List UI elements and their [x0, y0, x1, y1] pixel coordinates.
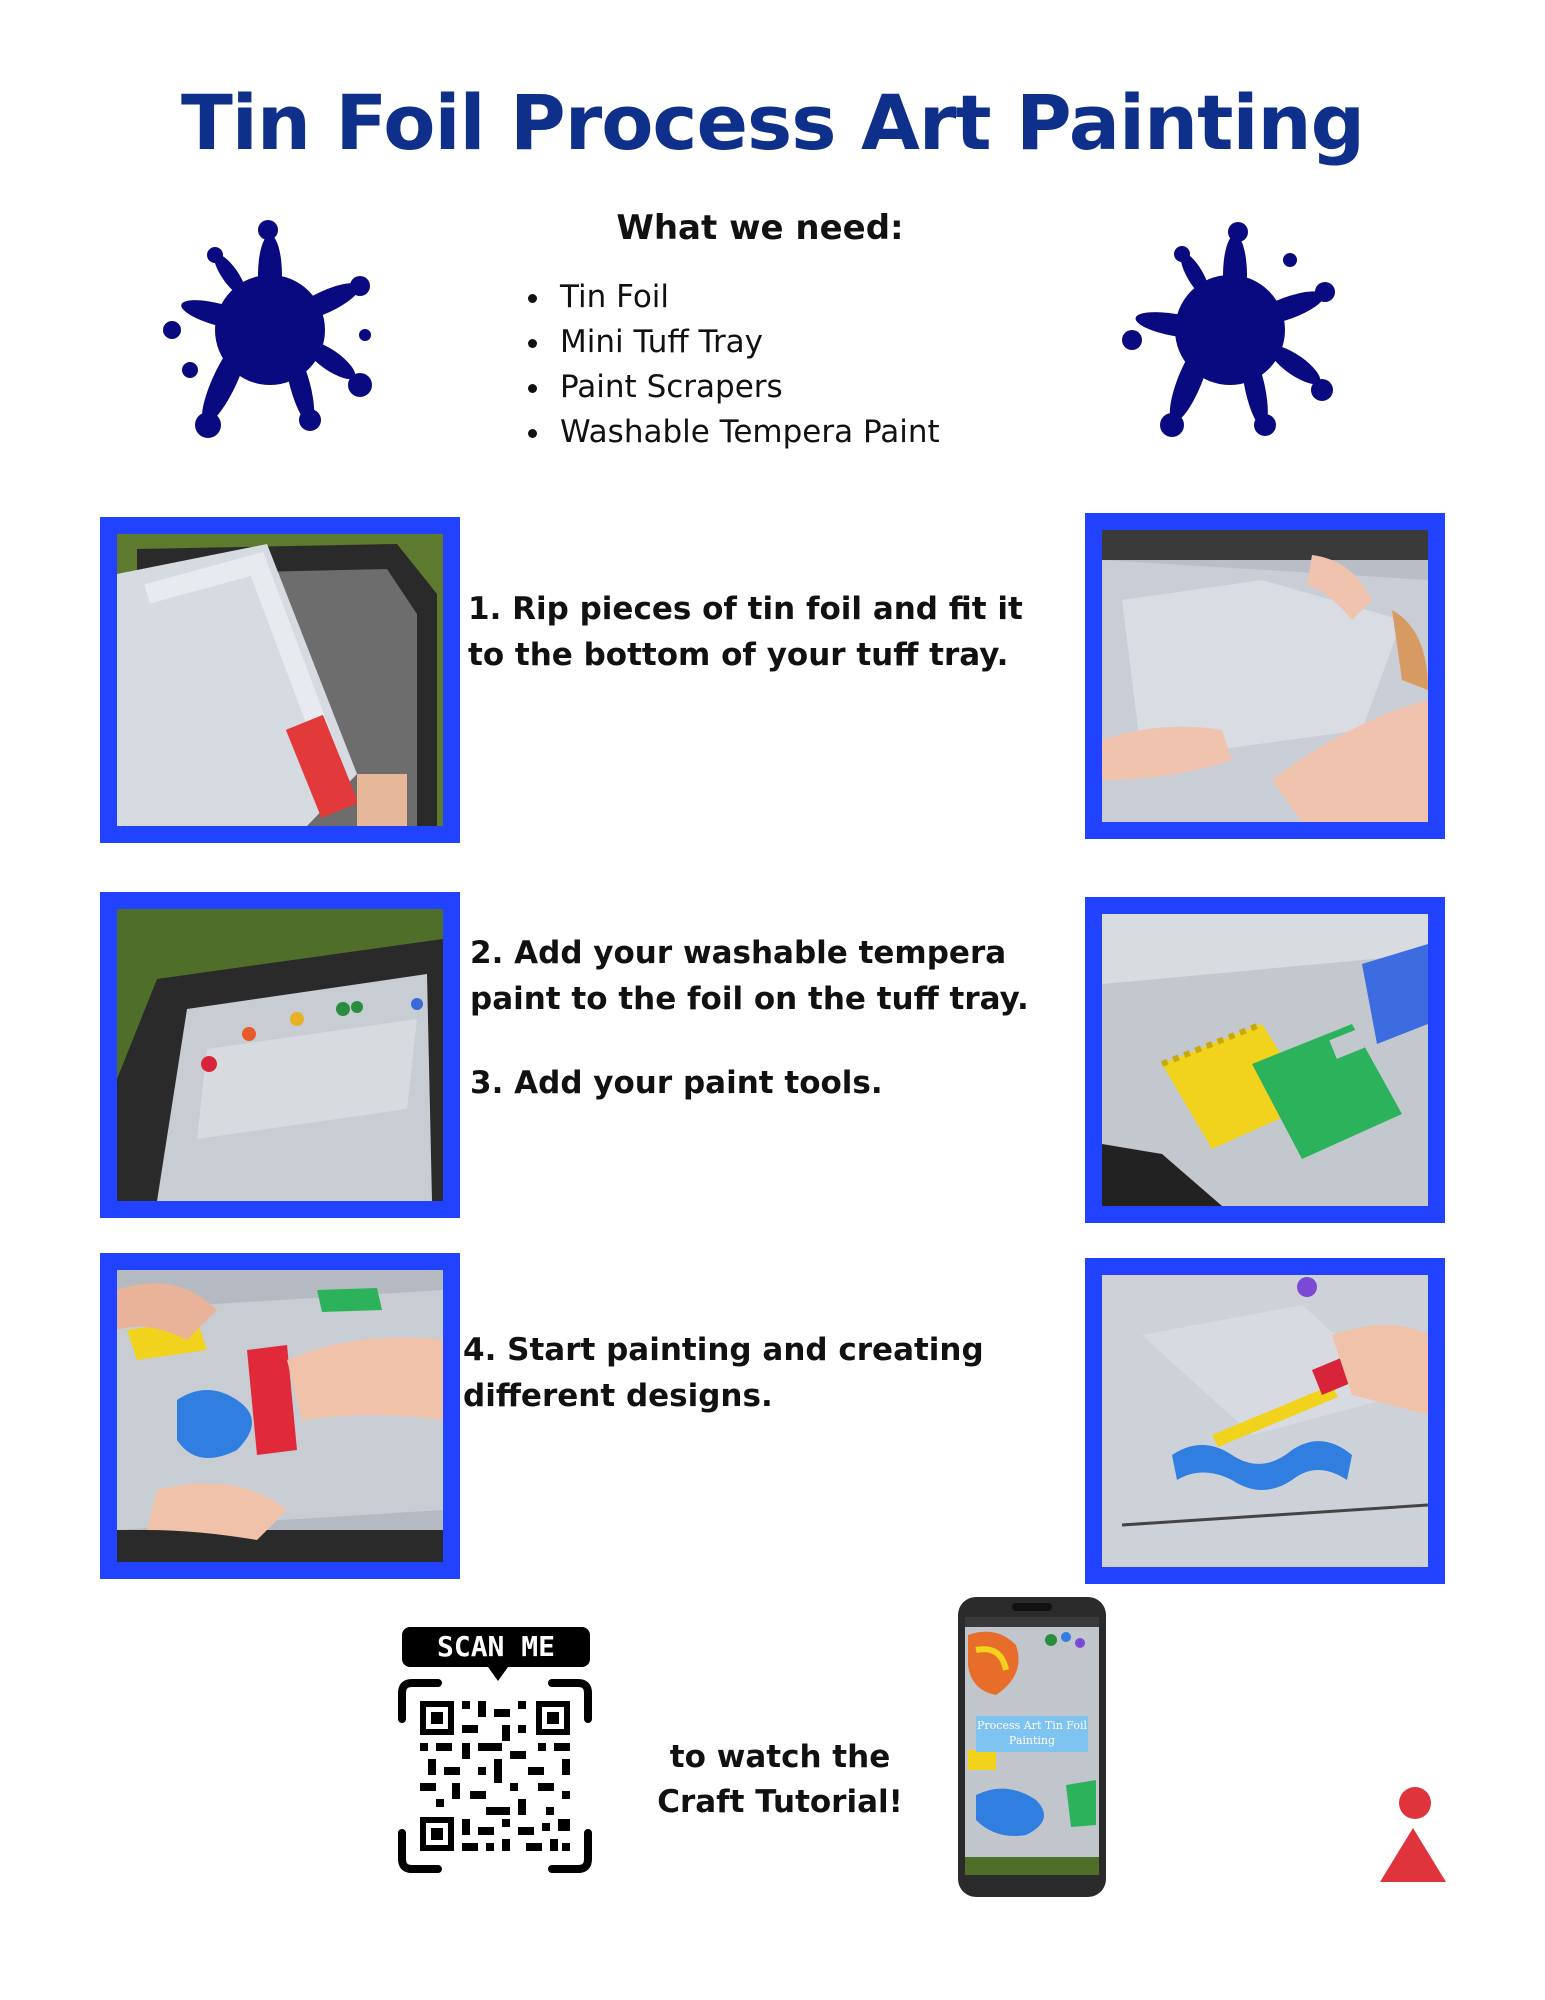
- qr-code[interactable]: [398, 1679, 592, 1873]
- page-title: Tin Foil Process Art Painting: [180, 78, 1365, 167]
- paint-splat-left-icon: [150, 220, 390, 450]
- tutorial-caption: to watch the Craft Tutorial!: [657, 1739, 903, 1820]
- step1-photo-foil-roll: [100, 517, 460, 843]
- step-1-text: 1. Rip pieces of tin foil and fit it to the bottom of your tuff tray.: [468, 591, 1023, 673]
- list-item: Mini Tuff Tray: [528, 320, 940, 365]
- step3-photo-scrapers: [1085, 897, 1445, 1223]
- list-item: Washable Tempera Paint: [528, 410, 940, 455]
- list-item: Paint Scrapers: [528, 365, 940, 410]
- materials-list: [528, 275, 940, 455]
- step1-photo-hands-pressing: [1085, 513, 1445, 839]
- step4-photo-brush-design: [1085, 1258, 1445, 1584]
- step-4-text: 4. Start painting and creating different designs.: [463, 1332, 984, 1414]
- paint-splat-right-icon: [1110, 220, 1350, 450]
- phone-caption: Process Art Tin Foil Painting: [976, 1716, 1088, 1752]
- step-3-text: 3. Add your paint tools.: [470, 1065, 883, 1101]
- scan-me-label: SCAN ME: [402, 1627, 590, 1667]
- step-2-text: 2. Add your washable tempera paint to the foil on the tuff tray.: [470, 935, 1029, 1017]
- materials-heading: What we need:: [616, 208, 904, 248]
- step2-photo-paint-blobs: [100, 892, 460, 1218]
- step4-photo-painting-together: [100, 1253, 460, 1579]
- list-item: Tin Foil: [528, 275, 940, 320]
- brand-logo-icon: [1380, 1786, 1446, 1882]
